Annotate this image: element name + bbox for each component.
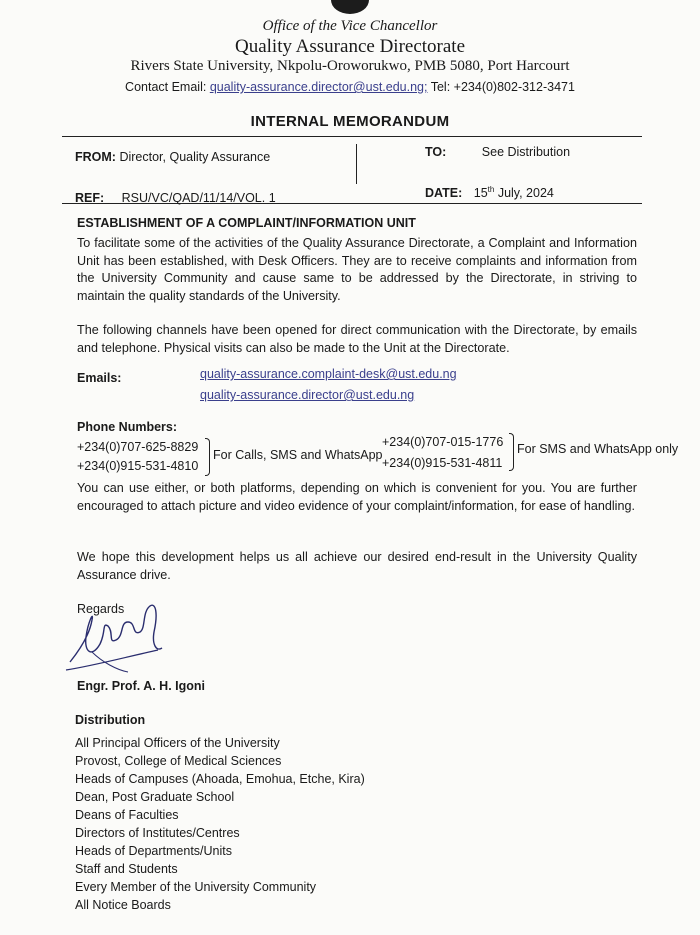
paragraph-4: We hope this development helps us all achieve our desired end-result in the University Quality Assurance drive. <box>77 550 637 582</box>
distribution-item: Every Member of the University Community <box>75 880 317 894</box>
date-suffix: th <box>487 185 495 194</box>
contact-line <box>0 80 700 94</box>
distribution-item: Staff and Students <box>75 862 178 876</box>
phone-2: +234(0)915-531-4810 <box>77 459 199 473</box>
phone-group-1-label: For Calls, SMS and WhatsApp <box>213 448 383 462</box>
phone-1: +234(0)707-625-8829 <box>77 440 199 454</box>
memo-title: INTERNAL MEMORANDUM <box>250 113 450 130</box>
phone-group-2-label: For SMS and WhatsApp only <box>517 442 679 456</box>
date-label: DATE: <box>425 186 463 201</box>
date-field <box>425 185 554 200</box>
from-value: Director, Quality Assurance <box>119 150 271 164</box>
distribution-item: All Notice Boards <box>75 898 171 912</box>
date-rest: July, 2024 <box>497 186 554 201</box>
office-title: Office of the Vice Chancellor <box>262 18 438 34</box>
contact-label: Contact Email: <box>125 80 207 94</box>
to-field <box>425 145 570 159</box>
phone-4: +234(0)915-531-4811 <box>382 456 503 470</box>
memo-divider <box>356 144 357 184</box>
from-field <box>75 150 270 164</box>
to-value: See Distribution <box>481 145 571 159</box>
distribution-item: Provost, College of Medical Sciences <box>75 754 282 768</box>
phone-group-1-brace <box>205 438 210 476</box>
address-line: Rivers State University, Nkpolu-Oroworukwo, PMB 5080, Port Harcourt <box>130 58 570 74</box>
subject-heading: ESTABLISHMENT OF A COMPLAINT/INFORMATION UNIT <box>77 216 416 230</box>
contact-email-link[interactable]: quality-assurance.director@ust.edu.ng; <box>209 80 428 94</box>
signature-image <box>62 592 172 687</box>
to-label: TO: <box>425 145 447 159</box>
date-day: 15 <box>473 186 488 201</box>
phone-3: +234(0)707-015-1776 <box>382 435 504 449</box>
phone-numbers-label: Phone Numbers: <box>77 420 178 434</box>
from-label: FROM: <box>75 150 116 164</box>
distribution-item: Heads of Departments/Units <box>75 844 233 858</box>
director-email-link[interactable]: quality-assurance.director@ust.edu.ng <box>200 388 415 402</box>
ref-field <box>75 191 276 205</box>
signatory-name: Engr. Prof. A. H. Igoni <box>77 679 206 693</box>
distribution-item: Heads of Campuses (Ahoada, Emohua, Etche, Kira) <box>75 772 365 786</box>
directorate-title: Quality Assurance Directorate <box>234 36 466 57</box>
paragraph-2: The following channels have been opened for direct communication with the Directorate, by emails and telephone. Physical visits can also be made to the Unit at the Directorate. <box>77 323 637 355</box>
emails-label: Emails: <box>77 371 122 385</box>
phone-group-2-brace <box>509 433 514 471</box>
paragraph-3: You can use either, or both platforms, depending on which is convenient for you. You are further encouraged to attach picture and video evidence of your complaint/information, for ease of handling. <box>77 481 637 513</box>
distribution-item: Deans of Faculties <box>75 808 179 822</box>
contact-tel: Tel: +234(0)802-312-3471 <box>430 80 575 94</box>
distribution-item: All Principal Officers of the University <box>75 736 280 750</box>
ref-value: RSU/VC/QAD/11/14/VOL. 1 <box>121 191 276 205</box>
paragraph-1: To facilitate some of the activities of the Quality Assurance Directorate, a Complaint and Information Unit has been established, with Desk Officers. They are to receive complaints and information from the University Community and cause same to be addressed by the Directorate, in striving to maintain the quality standards of the University. <box>77 236 637 303</box>
regards-text: Regards <box>77 602 125 616</box>
distribution-heading: Distribution <box>75 713 146 727</box>
university-seal <box>331 0 369 14</box>
distribution-item: Dean, Post Graduate School <box>75 790 235 804</box>
complaint-desk-email-link[interactable]: quality-assurance.complaint-desk@ust.edu.ng <box>200 367 457 381</box>
distribution-item: Directors of Institutes/Centres <box>75 826 240 840</box>
ref-label: REF: <box>75 191 105 205</box>
